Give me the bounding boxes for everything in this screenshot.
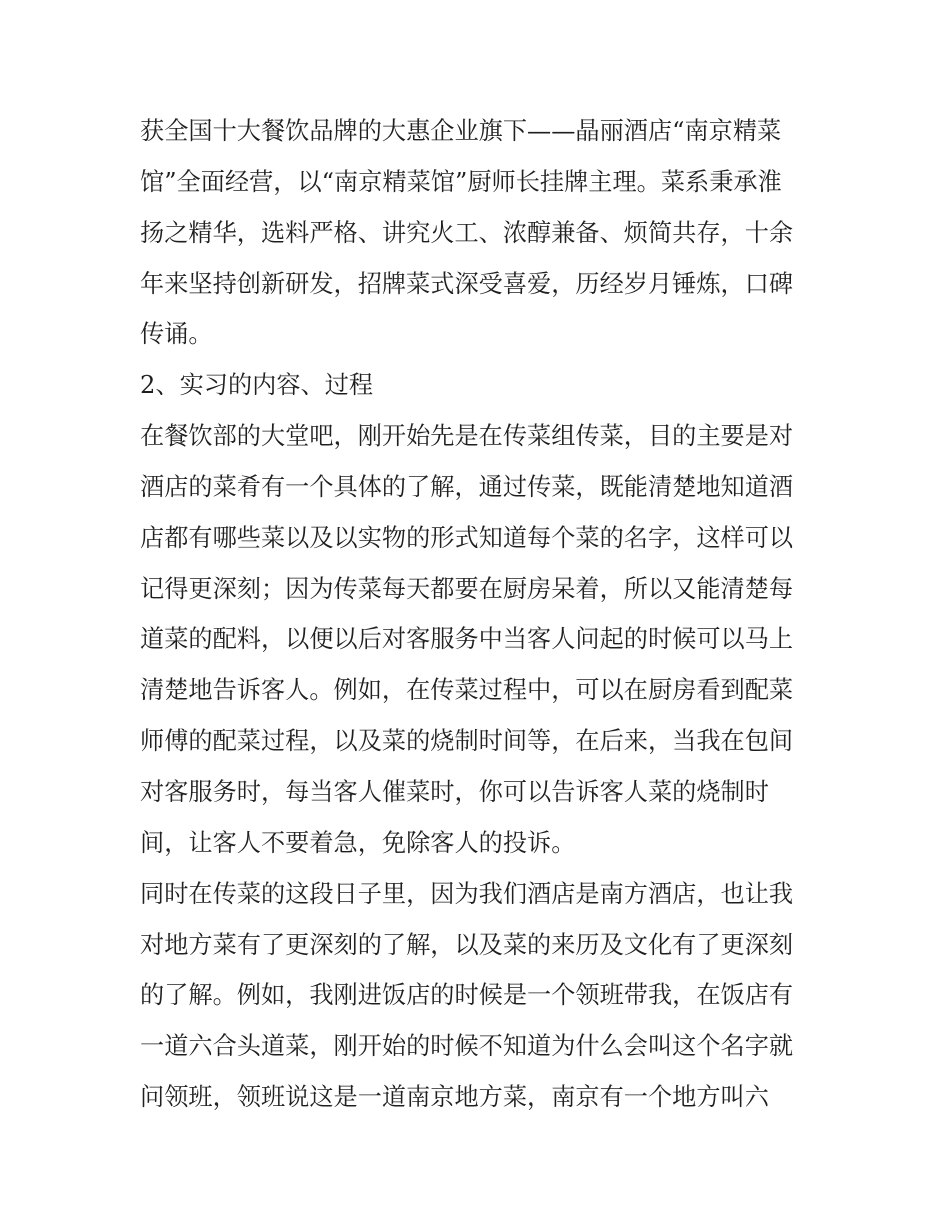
text-line: 的了解。例如，我刚进饭店的时候是一个领班带我，在饭店有 — [140, 981, 794, 1010]
text-line: 传诵。 — [140, 320, 213, 349]
section-heading: 2、实习的内容、过程 — [140, 371, 374, 400]
text-line: 对地方菜有了更深刻的了解，以及菜的来历及文化有了更深刻 — [140, 930, 794, 959]
text-line: 馆”全面经营，以“南京精菜馆”厨师长挂牌主理。菜系秉承淮 — [140, 167, 782, 196]
text-line: 店都有哪些菜以及以实物的形式知道每个菜的名字，这样可以 — [140, 523, 794, 552]
text-line: 道菜的配料，以便以后对客服务中当客人问起的时候可以马上 — [140, 625, 794, 654]
text-line: 记得更深刻；因为传菜每天都要在厨房呆着，所以又能清楚每 — [140, 574, 794, 603]
text-line: 酒店的菜肴有一个具体的了解，通过传菜，既能清楚地知道酒 — [140, 472, 794, 501]
text-line: 获全国十大餐饮品牌的大惠企业旗下——晶丽酒店“南京精菜 — [140, 117, 782, 145]
text-line: 师傅的配菜过程，以及菜的烧制时间等，在后来，当我在包间 — [140, 727, 794, 756]
text-line: 对客服务时，每当客人催菜时，你可以告诉客人菜的烧制时 — [140, 777, 769, 806]
text-line: 扬之精华，选料严格、讲究火工、浓醇兼备、烦简共存，十余 — [140, 218, 794, 247]
text-line: 年来坚持创新研发，招牌菜式深受喜爱，历经岁月锤炼，口碑 — [140, 269, 794, 298]
document-page — [140, 106, 820, 1123]
text-line: 在餐饮部的大堂吧，刚开始先是在传菜组传菜，目的主要是对 — [140, 422, 794, 451]
text-line: 间，让客人不要着急，免除客人的投诉。 — [140, 828, 576, 857]
text-line: 同时在传菜的这段日子里，因为我们酒店是南方酒店，也让我 — [140, 879, 794, 908]
text-line: 清楚地告诉客人。例如，在传菜过程中，可以在厨房看到配菜 — [140, 676, 794, 705]
text-line: 一道六合头道菜，刚开始的时候不知道为什么会叫这个名字就 — [140, 1032, 794, 1061]
text-line: 问领班，领班说这是一道南京地方菜，南京有一个地方叫六 — [140, 1083, 769, 1112]
